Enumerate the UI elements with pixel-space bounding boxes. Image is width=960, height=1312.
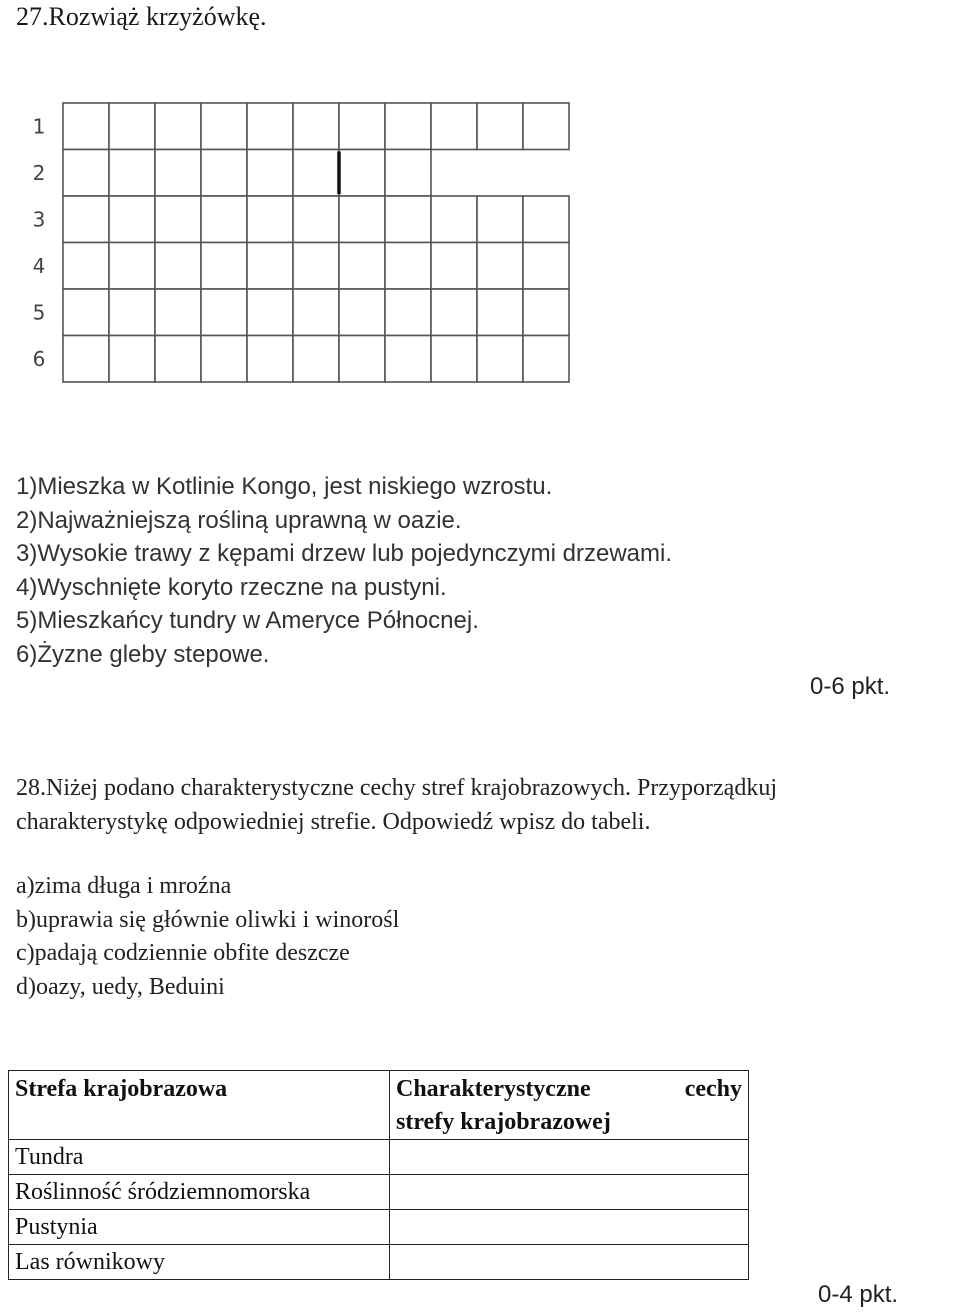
task-28-intro: [16, 772, 960, 839]
header-cechy-line-1: Charakterystyczne cechy: [396, 1076, 742, 1102]
crossword-cell[interactable]: [293, 150, 339, 197]
crossword-cell[interactable]: [523, 289, 569, 336]
crossword-cell[interactable]: [293, 336, 339, 383]
table-row: [9, 1140, 749, 1175]
option-c: c)padają codziennie obfite deszcze: [16, 940, 350, 966]
crossword-cell[interactable]: [63, 243, 109, 290]
crossword-row-number: 3: [32, 207, 46, 232]
crossword-cell[interactable]: [477, 196, 523, 243]
crossword-cell[interactable]: [293, 103, 339, 150]
crossword-cell[interactable]: [109, 336, 155, 383]
crossword-cell[interactable]: [385, 336, 431, 383]
crossword-cell[interactable]: [431, 243, 477, 290]
answer-cell[interactable]: [390, 1210, 749, 1245]
crossword-cell[interactable]: [293, 196, 339, 243]
crossword-row-number: 4: [32, 253, 46, 278]
task-27-heading: 27.Rozwiąż krzyżówkę.: [16, 2, 267, 31]
option-a: a)zima długa i mroźna: [16, 873, 232, 899]
task-28-intro-line-1: 28.Niżej podano charakterystyczne cechy stref krajobrazowych. Przyporządkuj: [16, 775, 778, 801]
crossword-cell[interactable]: [201, 289, 247, 336]
header-strefa: Strefa krajobrazowa: [9, 1071, 390, 1140]
clue-3: 3)Wysokie trawy z kępami drzew lub pojedynczymi drzewami.: [16, 540, 672, 567]
crossword-cell[interactable]: [63, 196, 109, 243]
header-cechy: [390, 1071, 749, 1140]
crossword-cell[interactable]: [201, 150, 247, 197]
clue-5: 5)Mieszkańcy tundry w Ameryce Północnej.: [16, 607, 479, 634]
answer-table-header-row: [9, 1071, 749, 1140]
answer-cell[interactable]: [390, 1245, 749, 1280]
crossword-cell[interactable]: [109, 103, 155, 150]
crossword-cell[interactable]: [523, 336, 569, 383]
crossword-cell[interactable]: [155, 103, 201, 150]
crossword-cell[interactable]: [477, 243, 523, 290]
table-row: [9, 1245, 749, 1280]
crossword-cell[interactable]: [293, 289, 339, 336]
table-row: [9, 1175, 749, 1210]
clue-4: 4)Wyschnięte koryto rzeczne na pustyni.: [16, 573, 447, 601]
crossword-cell[interactable]: [109, 150, 155, 197]
crossword-cell[interactable]: [201, 243, 247, 290]
table-row: [9, 1210, 749, 1245]
crossword-cell[interactable]: [339, 196, 385, 243]
crossword-cell[interactable]: [247, 196, 293, 243]
crossword-cell[interactable]: [63, 336, 109, 383]
crossword-cell[interactable]: [155, 150, 201, 197]
crossword-cell[interactable]: [431, 336, 477, 383]
crossword-cell[interactable]: [201, 336, 247, 383]
option-b: b)uprawia się głównie oliwki i winorośl: [16, 906, 400, 933]
option-d: d)oazy, uedy, Beduini: [16, 973, 225, 1000]
task-28-intro-line-2: charakterystykę odpowiedniej strefie. Odpowiedź wpisz do tabeli.: [16, 808, 651, 835]
crossword-cell[interactable]: [247, 103, 293, 150]
crossword-cell[interactable]: [247, 243, 293, 290]
header-cechy-line-2: strefy krajobrazowej: [396, 1109, 611, 1135]
crossword-cell[interactable]: [339, 336, 385, 383]
crossword-cell[interactable]: [431, 289, 477, 336]
crossword-cell[interactable]: [247, 150, 293, 197]
zone-name-cell: Roślinność śródziemnomorska: [9, 1175, 390, 1210]
crossword-cell[interactable]: [155, 243, 201, 290]
answer-table: [8, 1070, 749, 1280]
crossword-cell[interactable]: [339, 150, 385, 197]
crossword-cell[interactable]: [63, 150, 109, 197]
crossword-cell[interactable]: [385, 150, 431, 197]
crossword-cell[interactable]: [523, 243, 569, 290]
crossword-cell[interactable]: [477, 289, 523, 336]
crossword-cell[interactable]: [385, 243, 431, 290]
task-28-options: [16, 870, 399, 1004]
crossword-cell[interactable]: [385, 103, 431, 150]
crossword-svg: [27, 100, 617, 385]
task-27-score: 0-6 pkt.: [810, 673, 891, 700]
crossword-cell[interactable]: [339, 103, 385, 150]
crossword-cell[interactable]: [201, 196, 247, 243]
zone-name-cell: Las równikowy: [9, 1245, 390, 1280]
crossword-cell[interactable]: [109, 243, 155, 290]
crossword-cell[interactable]: [247, 289, 293, 336]
answer-cell[interactable]: [390, 1140, 749, 1175]
crossword-cell[interactable]: [155, 196, 201, 243]
clue-1: 1)Mieszka w Kotlinie Kongo, jest niskiego wzrostu.: [16, 473, 553, 500]
crossword-cell[interactable]: [431, 196, 477, 243]
crossword-cell[interactable]: [109, 289, 155, 336]
zone-name-cell: Pustynia: [9, 1210, 390, 1245]
crossword-cell[interactable]: [385, 196, 431, 243]
crossword-cell[interactable]: [293, 243, 339, 290]
crossword-cell[interactable]: [247, 336, 293, 383]
crossword-cell[interactable]: [201, 103, 247, 150]
crossword-clues: [16, 470, 672, 671]
crossword-cell[interactable]: [109, 196, 155, 243]
crossword-cell[interactable]: [155, 336, 201, 383]
clue-6: 6)Żyzne gleby stepowe.: [16, 640, 270, 668]
crossword-cell[interactable]: [523, 103, 569, 150]
crossword-cell[interactable]: [523, 196, 569, 243]
crossword-cell[interactable]: [477, 336, 523, 383]
zone-name-cell: Tundra: [9, 1140, 390, 1175]
crossword-row-number: 1: [32, 114, 46, 139]
crossword-cell[interactable]: [385, 289, 431, 336]
crossword-grid: [27, 100, 617, 385]
crossword-cell[interactable]: [339, 289, 385, 336]
crossword-cell[interactable]: [477, 103, 523, 150]
crossword-cell[interactable]: [63, 289, 109, 336]
crossword-row-number: 2: [32, 160, 46, 185]
crossword-cell[interactable]: [155, 289, 201, 336]
clue-2: 2)Najważniejszą rośliną uprawną w oazie.: [16, 506, 462, 534]
task-28-score: 0-4 pkt.: [818, 1281, 899, 1308]
crossword-cell[interactable]: [339, 243, 385, 290]
crossword-cell[interactable]: [431, 103, 477, 150]
crossword-cell[interactable]: [63, 103, 109, 150]
crossword-row-number: 6: [32, 346, 46, 371]
answer-cell[interactable]: [390, 1175, 749, 1210]
crossword-row-number: 5: [32, 300, 46, 325]
